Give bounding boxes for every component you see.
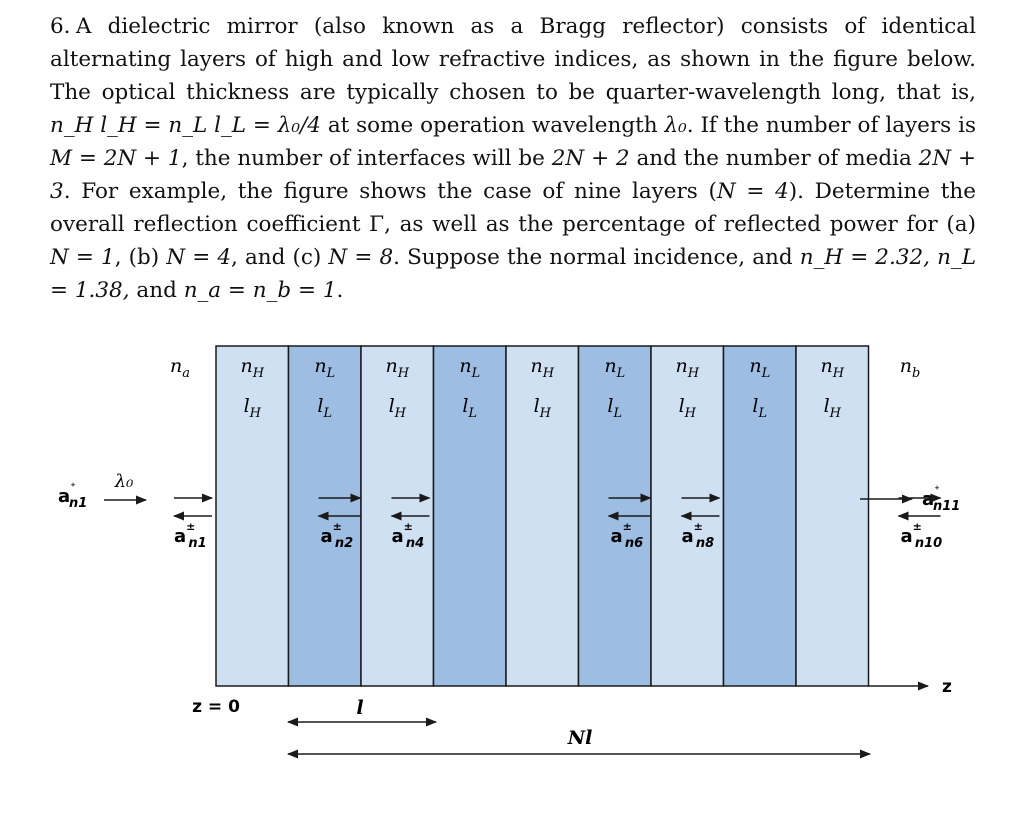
text-s4: , the number of interfaces will be (181, 146, 545, 171)
layer-9-thickness: $l_H$ (823, 395, 841, 421)
eq-example: N = 4 (716, 179, 789, 204)
layer-5-index: $n_H$ (530, 355, 555, 381)
medium-a-index: $n_a$ (170, 355, 190, 381)
text-s8: , as well as the percentage of reflected power for (a) (384, 212, 976, 237)
text-s11: . Suppose the normal incidence, and (393, 245, 793, 270)
layer-6-index: $n_L$ (604, 355, 626, 381)
lambda0-symbol: λ₀ (664, 113, 687, 138)
layer-5-thickness: $l_H$ (533, 395, 551, 421)
transmitted-wave-label: a⁺ n11 (922, 483, 961, 514)
text-s10: , and (c) (231, 245, 322, 270)
layer-3-index: $n_H$ (385, 355, 410, 381)
layer-7-index: $n_H$ (675, 355, 700, 381)
interface-1-label: a± n1 (174, 520, 207, 551)
z0-label: z = 0 (192, 697, 240, 717)
case-a: N = 1 (50, 245, 115, 270)
layer-7-thickness: $l_H$ (678, 395, 696, 421)
gamma-symbol: Γ (369, 212, 385, 237)
case-c: N = 8 (328, 245, 394, 270)
interface-3-label: a± n4 (391, 520, 425, 551)
layer-9 (796, 346, 869, 686)
eq-layers: M = 2N + 1 (50, 146, 182, 171)
period-label: l (356, 697, 364, 719)
layer-8 (724, 346, 797, 686)
layer-8-thickness: $l_L$ (752, 395, 768, 421)
layer-2-index: $n_L$ (314, 355, 336, 381)
layer-1-thickness: $l_H$ (243, 395, 261, 421)
text-s2: at some operation wavelength (327, 113, 658, 138)
layer-2-thickness: $l_L$ (317, 395, 333, 421)
layer-5 (506, 346, 579, 686)
interface-6-label: a± n10 (900, 520, 943, 551)
problem-statement (50, 10, 976, 307)
interface-2-label: a± n2 (320, 520, 354, 551)
problem-number: 6. (50, 14, 71, 39)
eq-indices: n_H = 2.32, n_L = 1.38, (50, 245, 976, 303)
case-b: N = 4 (166, 245, 232, 270)
layer-1-index: $n_H$ (240, 355, 265, 381)
text-s12: and (136, 278, 177, 303)
layer-4-thickness: $l_L$ (462, 395, 478, 421)
layer-4 (434, 346, 507, 686)
eq-outer-media: n_a = n_b = 1 (183, 278, 337, 303)
lambda0-label: λ₀ (114, 471, 134, 492)
text-s1: A dielectric mirror (also known as a Bragg reflector) consists of identical alternating layers of high and low refractive indices, as shown in the figure below. The optical thickness are typically chosen to be quarter-wavelength long, that is, (50, 14, 976, 105)
text-s3: . If the number of layers is (686, 113, 976, 138)
text-s13: . (336, 278, 344, 303)
interface-5-label: a± n8 (681, 520, 715, 551)
interface-4-label: a± n6 (610, 520, 644, 551)
layer-1 (216, 346, 289, 686)
text-s9: , (b) (114, 245, 160, 270)
layers-group (216, 346, 869, 686)
layer-3-thickness: $l_H$ (388, 395, 406, 421)
layer-6-thickness: $l_L$ (607, 395, 623, 421)
text-s7: ). Determine the overall reflection coefficient (50, 179, 977, 237)
eq-media: 2N + 3 (50, 146, 976, 204)
text-s6: . For example, the figure shows the case of nine layers ( (63, 179, 717, 204)
z-axis-label: z (942, 677, 952, 697)
eq-interfaces: 2N + 2 (551, 146, 630, 171)
layer-9-index: $n_H$ (820, 355, 845, 381)
layer-4-index: $n_L$ (459, 355, 481, 381)
eq-quarter-wave: n_H l_H = n_L l_L = λ₀/4 (50, 113, 321, 138)
incident-wave-label: a⁺ n1 (58, 480, 88, 511)
text-s5: and the number of media (636, 146, 912, 171)
bragg-reflector-figure (0, 330, 1024, 816)
layer-8-index: $n_L$ (749, 355, 771, 381)
medium-b-index: $n_b$ (899, 355, 921, 381)
total-length-label: Nl (567, 727, 593, 749)
